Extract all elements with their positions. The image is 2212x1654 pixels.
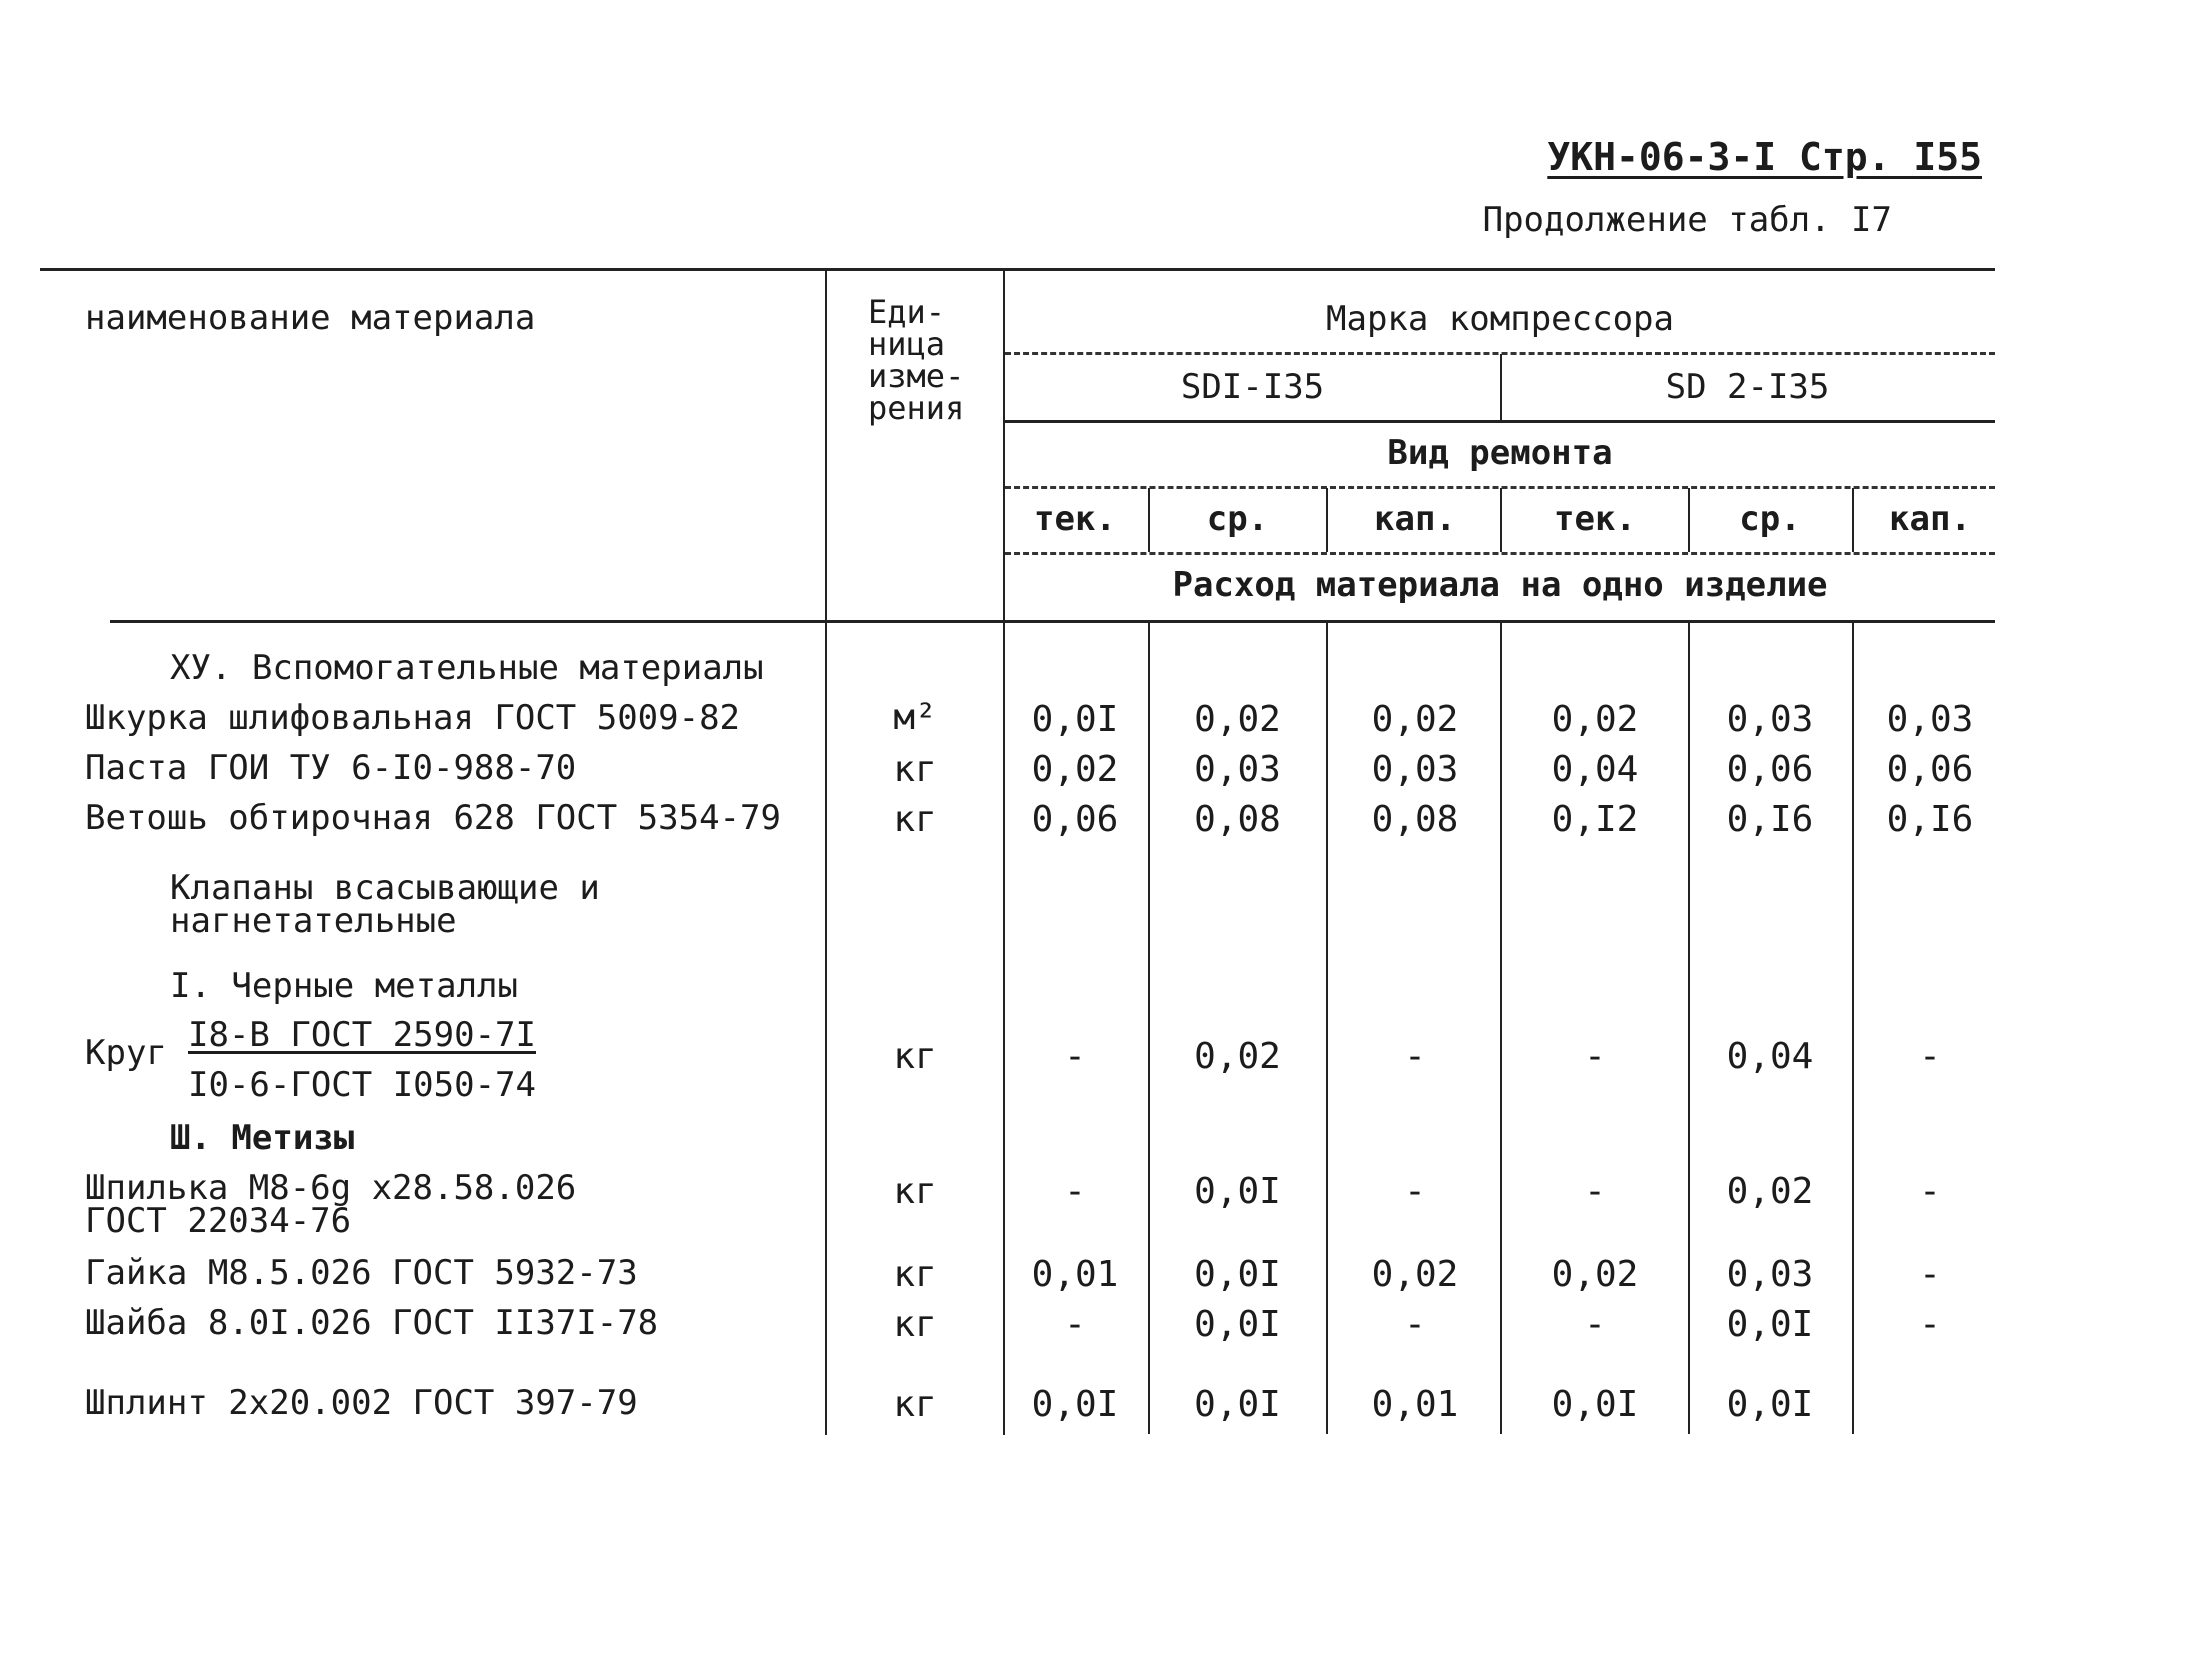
- col-divider-3: [1500, 488, 1502, 552]
- table-cell: 0,04: [1551, 749, 1639, 790]
- table-cell: 0,08: [1194, 799, 1281, 840]
- table-cell: 0,0I: [1194, 1384, 1281, 1425]
- table-cell: -: [1064, 1304, 1086, 1345]
- table-row-unit: кг: [893, 1036, 937, 1077]
- compressor-brand-header: Марка компрессора: [1326, 299, 1674, 339]
- table-cell: 0,02: [1726, 1171, 1814, 1212]
- table-cell: 0,I2: [1551, 799, 1639, 840]
- table-cell: 0,03: [1886, 699, 1974, 740]
- unit-header: [868, 293, 965, 427]
- section-valves-line-2: нагнетательные: [170, 901, 457, 941]
- section-hardware: Ш. Метизы: [170, 1118, 355, 1158]
- repair-col-5: ср.: [1739, 499, 1801, 539]
- table-row-unit: кг: [893, 1254, 937, 1295]
- table-row-unit: кг: [893, 749, 937, 790]
- material-name-header: наименование материала: [85, 298, 536, 338]
- table-cell: 0,06: [1726, 749, 1814, 790]
- table-cell: 0,0I: [1031, 699, 1119, 740]
- body-divider-5: [1852, 622, 1854, 1434]
- section-valves-line-1: Клапаны всасывающие и: [170, 868, 600, 908]
- table-row-name-top: I8-B ГОСТ 2590-7I: [188, 1015, 536, 1055]
- table-cell: -: [1404, 1036, 1426, 1077]
- table-cell: 0,04: [1726, 1036, 1814, 1077]
- table-top-rule: [40, 268, 1995, 271]
- table-cell: 0,0I: [1726, 1384, 1814, 1425]
- model-header-1: SDI-I35: [1180, 367, 1325, 407]
- table-cell: -: [1404, 1304, 1426, 1345]
- table-cell: -: [1919, 1254, 1941, 1295]
- repair-col-1: тек.: [1034, 499, 1116, 539]
- model-header-2: SD 2-I35: [1665, 367, 1830, 407]
- body-divider-2: [1326, 622, 1328, 1434]
- table-row-name-prefix: Круг: [85, 1033, 167, 1073]
- col-divider-2: [1326, 488, 1328, 552]
- table-cell: 0,01: [1031, 1254, 1119, 1295]
- repair-col-6: кап.: [1889, 499, 1971, 539]
- repair-col-4: тек.: [1554, 499, 1636, 539]
- col-divider-5: [1852, 488, 1854, 552]
- table-cell: 0,03: [1726, 1254, 1814, 1295]
- col-divider-name: [825, 270, 827, 1435]
- table-row-name: Паста ГОИ ТУ 6-I0-988-70: [85, 748, 577, 788]
- document-code: УКН-06-3-I Стр. I55: [1547, 135, 1982, 179]
- table-cell: -: [1404, 1171, 1426, 1212]
- table-cell: 0,02: [1031, 749, 1119, 790]
- unit-header-line-1: Еди-: [868, 293, 946, 331]
- table-row-unit: кг: [893, 1171, 937, 1212]
- table-cell: 0,02: [1551, 1254, 1639, 1295]
- unit-header-line-3: изме-: [868, 357, 965, 395]
- table-cell: -: [1919, 1304, 1941, 1345]
- table-cell: 0,0I: [1194, 1171, 1281, 1212]
- unit-header-line-4: рения: [868, 389, 965, 427]
- table-cell: -: [1919, 1171, 1941, 1212]
- table-row-name-bottom: I0-6-ГОСТ I050-74: [188, 1065, 536, 1105]
- table-cell: 0,03: [1726, 699, 1814, 740]
- table-cell: 0,02: [1371, 1254, 1459, 1295]
- table-cell: 0,0I: [1194, 1254, 1281, 1295]
- table-cell: -: [1584, 1304, 1606, 1345]
- unit-header-line-2: ница: [868, 325, 946, 363]
- repair-col-3: кап.: [1374, 499, 1456, 539]
- table-cell: 0,06: [1031, 799, 1119, 840]
- table-cell: 0,0I: [1551, 1384, 1639, 1425]
- table-cell: -: [1064, 1036, 1086, 1077]
- table-row-unit: кг: [893, 1304, 937, 1345]
- table-row-name: Шкурка шлифовальная ГОСТ 5009-82: [85, 698, 741, 738]
- table-cell: 0,02: [1194, 1036, 1281, 1077]
- consumption-header: Расход материала на одно изделие: [1172, 565, 1828, 605]
- table-row-name: Шплинт 2x20.002 ГОСТ 397-79: [85, 1383, 638, 1423]
- repair-col-2: ср.: [1206, 499, 1269, 539]
- table-cell: 0,I6: [1726, 799, 1814, 840]
- body-divider-3: [1500, 622, 1502, 1434]
- cols-rule: [1005, 552, 1995, 555]
- table-cell: 0,0I: [1194, 1304, 1281, 1345]
- table-row-name-line-2: ГОСТ 22034-76: [85, 1201, 352, 1241]
- table-row-name: Шпилька М8-6g x28.58.026: [85, 1168, 577, 1208]
- table-cell: -: [1584, 1036, 1606, 1077]
- table-row-name: Гайка М8.5.026 ГОСТ 5932-73: [85, 1253, 638, 1293]
- table-cell: 0,02: [1194, 699, 1281, 740]
- table-cell: -: [1919, 1036, 1941, 1077]
- table-cell: -: [1584, 1171, 1606, 1212]
- table-cell: 0,02: [1371, 699, 1459, 740]
- table-row-name: Ветошь обтирочная 628 ГОСТ 5354-79: [85, 798, 781, 838]
- table-row-name: Шайба 8.0I.026 ГОСТ II37I-78: [85, 1303, 659, 1343]
- section-ferrous-metals: I. Черные металлы: [170, 966, 518, 1006]
- table-cell: 0,01: [1371, 1384, 1459, 1425]
- table-row-unit: м²: [893, 697, 937, 738]
- table-cell: 0,03: [1194, 749, 1281, 790]
- table-row-unit: кг: [893, 1384, 937, 1425]
- table-cell: 0,02: [1551, 699, 1639, 740]
- table-continuation-label: Продолжение табл. I7: [1482, 200, 1892, 240]
- model-rule: [1005, 420, 1995, 423]
- table-cell: 0,03: [1371, 749, 1459, 790]
- header-bottom-rule: [110, 620, 1995, 623]
- table-cell: 0,06: [1886, 749, 1974, 790]
- repair-type-header: Вид ремонта: [1387, 433, 1613, 473]
- table-cell: 0,0I: [1031, 1384, 1119, 1425]
- section-aux-materials: ХУ. Вспомогательные материалы: [170, 648, 764, 688]
- table-row-unit: кг: [893, 799, 937, 840]
- table-cell: -: [1064, 1171, 1086, 1212]
- table-cell: 0,0I: [1726, 1304, 1814, 1345]
- table-cell: 0,I6: [1886, 799, 1974, 840]
- table-cell: 0,08: [1371, 799, 1459, 840]
